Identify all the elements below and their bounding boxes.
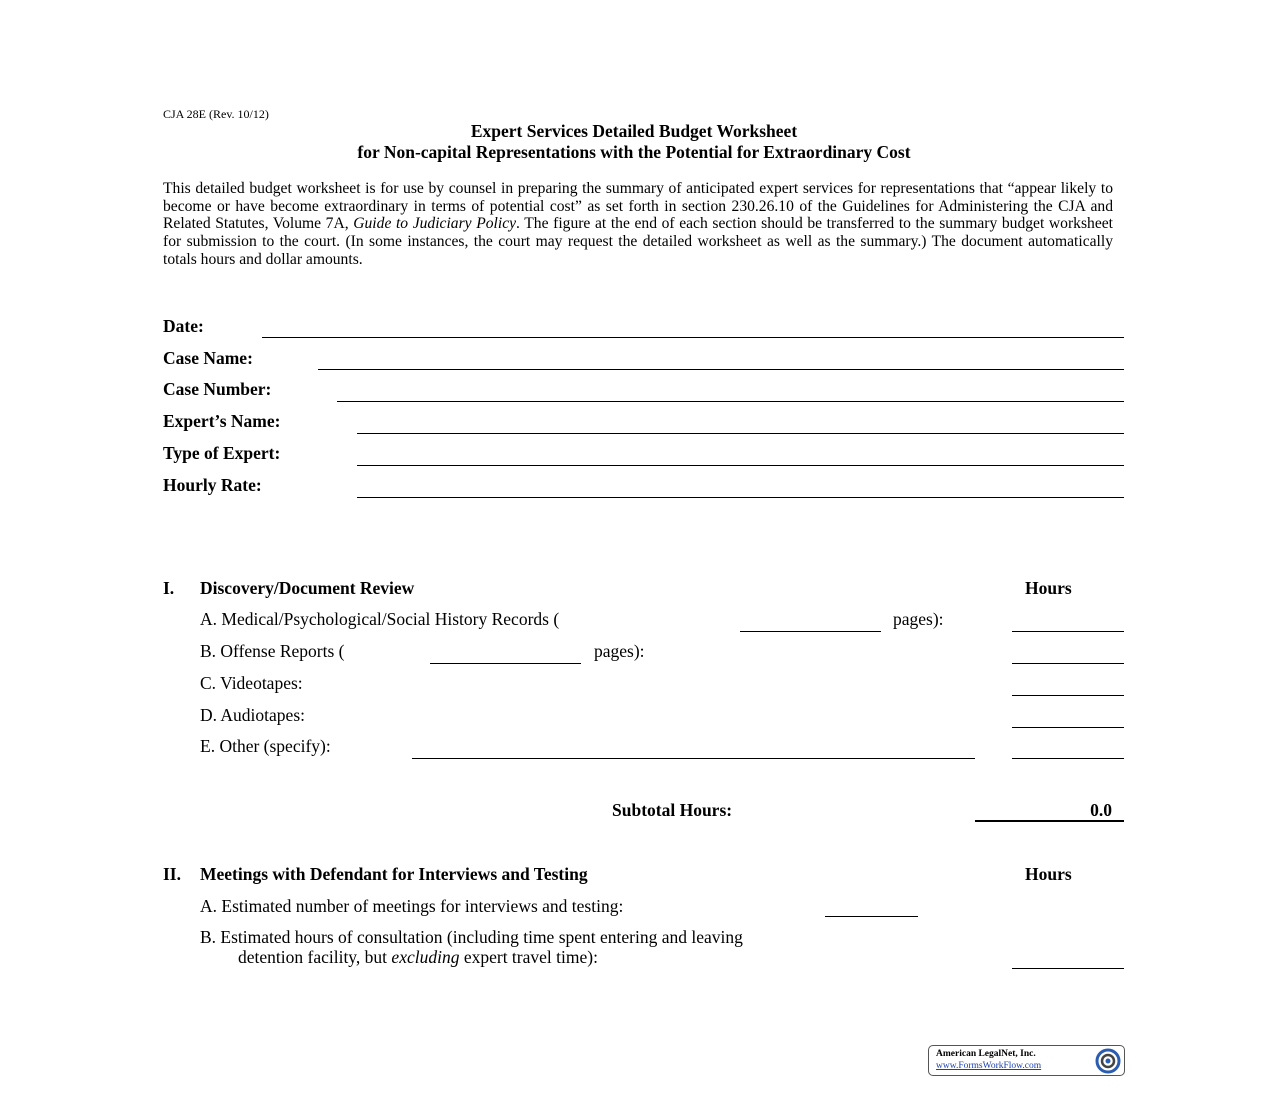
item-2b-hours-field[interactable] [1012,968,1124,969]
item-1a-pages-label: pages): [893,609,944,629]
case-number-field[interactable] [337,401,1124,402]
instructions-italic: Guide to Judiciary Policy [353,215,517,233]
item-1b-pages-label: pages): [594,641,645,661]
item-2b-text-italic: excluding [391,947,460,967]
logo-url-link[interactable]: www.FormsWorkFlow.com [936,1061,1042,1071]
experts-name-field[interactable] [357,433,1124,434]
item-2a-label: A. Estimated number of meetings for interviews and testing: [200,896,624,916]
item-1a-pages-field[interactable] [740,631,881,632]
type-of-expert-field[interactable] [357,465,1124,466]
type-of-expert-label: Type of Expert: [163,443,281,463]
item-1a-label: A. Medical/Psychological/Social History Records ( [200,609,560,629]
instructions-text-1: This detailed budget worksheet is for use by counsel in preparing the summary of anticipated expert services for representations that “appear likely to become or have become extraordinary in terms of potential cost” as set forth in section 230.26.10 of the Guidelines for Administering the CJA and Related Statutes, Volume 7A, [163,180,1113,233]
form-title: Expert Services Detailed Budget Worksheet [470,121,798,141]
case-name-label: Case Name: [163,348,253,368]
item-1c-hours-field[interactable] [1012,695,1124,696]
item-1e-label: E. Other (specify): [200,736,331,756]
item-1c-label: C. Videotapes: [200,673,303,693]
subtotal-hours-underline [975,820,1124,822]
section-2-numeral: II. [163,864,181,884]
hourly-rate-label: Hourly Rate: [163,475,262,495]
item-1b-pages-field[interactable] [430,663,581,664]
item-1e-hours-field[interactable] [1012,758,1124,759]
experts-name-label: Expert’s Name: [163,411,281,431]
item-2a-meetings-field[interactable] [825,916,918,917]
section-2-hours-header: Hours [1025,864,1072,884]
section-2-title: Meetings with Defendant for Interviews and Testing [200,864,588,884]
section-1-numeral: I. [163,578,175,598]
subtotal-hours-value: 0.0 [1090,800,1112,820]
american-legalnet-logo[interactable] [928,1045,1125,1076]
section-1-hours-header: Hours [1025,578,1072,598]
date-label: Date: [163,316,204,336]
item-2b-label-line2 [238,947,598,968]
form-subtitle: for Non-capital Representations with the Potential for Extraordinary Cost [357,142,911,162]
subtotal-hours-label: Subtotal Hours: [612,800,733,820]
case-name-field[interactable] [318,369,1124,370]
instructions-text-2: . The figure at the end of each section should be transferred to the summary budget worksheet for submission to the court. (In some instances, the court may request the detailed worksheet as well as the summary.) The document automatically totals hours and dollar amounts. [163,215,1114,268]
item-1a-hours-field[interactable] [1012,631,1124,632]
form-code: CJA 28E (Rev. 10/12) [163,107,269,121]
item-1d-label: D. Audiotapes: [200,705,305,725]
hourly-rate-field[interactable] [357,497,1124,498]
logo-company-name: American LegalNet, Inc. [936,1049,1036,1059]
item-1e-specify-field[interactable] [412,758,975,759]
section-1-title: Discovery/Document Review [200,578,415,598]
item-1d-hours-field[interactable] [1012,727,1124,728]
item-2b-label-line1: B. Estimated hours of consultation (including time spent entering and leaving [200,927,743,947]
instructions-paragraph [163,180,1113,269]
item-2b-text-pre: detention facility, but [238,947,392,967]
swirl-logo-icon [1095,1048,1121,1074]
item-1b-label: B. Offense Reports ( [200,641,345,661]
case-number-label: Case Number: [163,379,272,399]
date-field[interactable] [262,337,1124,338]
item-1b-hours-field[interactable] [1012,663,1124,664]
item-2b-text-post: expert travel time): [459,947,598,967]
